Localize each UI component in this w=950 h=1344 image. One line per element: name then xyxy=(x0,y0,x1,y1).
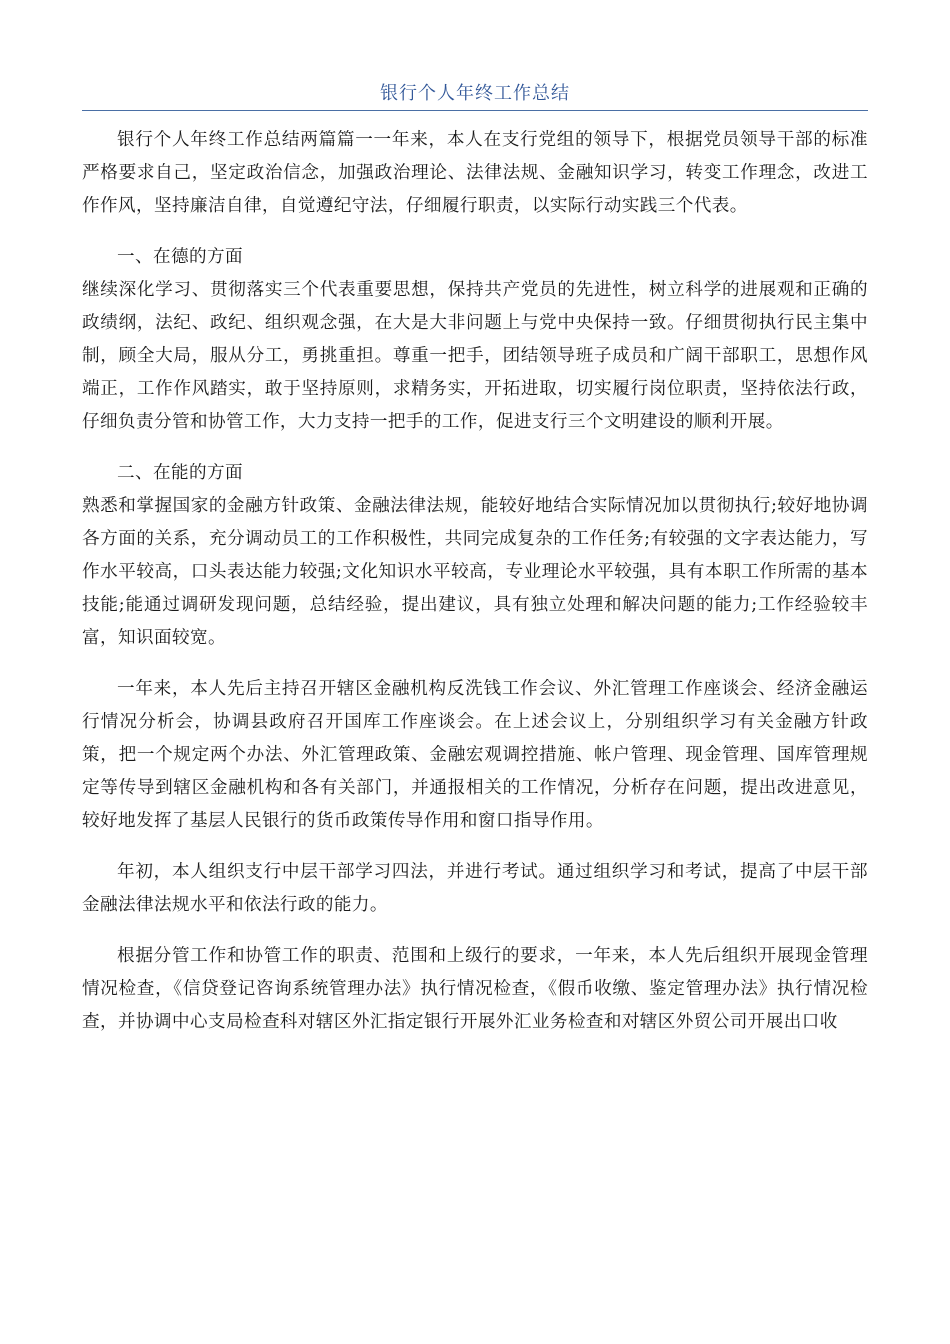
inspection-paragraph: 根据分管工作和协管工作的职责、范围和上级行的要求，一年来，本人先后组织开展现金管理情况检查，《信贷登记咨询系统管理办法》执行情况检查，《假币收缴、鉴定管理办法》执行情况检查，并协调中心支局检查科对辖区外汇指定银行开展外汇业务检查和对辖区外贸公司开展出口收 xyxy=(82,946,868,1032)
de-paragraph: 继续深化学习、贯彻落实三个代表重要思想，保持共产党员的先进性，树立科学的进展观和正确的政绩纲，法纪、政纪、组织观念强，在大是大非问题上与党中央保持一致。仔细贯彻执行民主集中制，顾全大局，服从分工，勇挑重担。尊重一把手，团结领导班子成员和广阔干部职工，思想作风端正，工作作风踏实，敢于坚持原则，求精务实，开拓进取，切实履行岗位职责，坚持依法行政，仔细负责分管和协管工作，大力支持一把手的工作，促进支行三个文明建设的顺利开展。 xyxy=(82,280,868,432)
document-body xyxy=(82,124,868,1039)
section-heading-neng: 二、在能的方面 xyxy=(117,463,243,483)
neng-paragraph: 熟悉和掌握国家的金融方针政策、金融法律法规，能较好地结合实际情况加以贯彻执行;较好地协调各方面的关系，充分调动员工的工作积极性，共同完成复杂的工作任务;有较强的文字表达能力，写作水平较高，口头表达能力较强;文化知识水平较高，专业理论水平较强，具有本职工作所需的基本技能;能通过调研发现问题，总结经验，提出建议，具有独立处理和解决问题的能力;工作经验较丰富，知识面较宽。 xyxy=(82,496,868,648)
intro-paragraph: 银行个人年终工作总结两篇篇一一年来，本人在支行党组的领导下，根据党员领导干部的标准严格要求自己，坚定政治信念，加强政治理论、法律法规、金融知识学习，转变工作理念，改进工作作风，坚持廉洁自律，自觉遵纪守法，仔细履行职责，以实际行动实践三个代表。 xyxy=(82,130,868,216)
training-paragraph: 年初，本人组织支行中层干部学习四法，并进行考试。通过组织学习和考试，提高了中层干部金融法律法规水平和依法行政的能力。 xyxy=(82,862,868,915)
meetings-paragraph: 一年来，本人先后主持召开辖区金融机构反洗钱工作会议、外汇管理工作座谈会、经济金融运行情况分析会，协调县政府召开国库工作座谈会。在上述会议上，分别组织学习有关金融方针政策，把一个规定两个办法、外汇管理政策、金融宏观调控措施、帐户管理、现金管理、国库管理规定等传导到辖区金融机构和各有关部门，并通报相关的工作情况，分析存在问题，提出改进意见，较好地发挥了基层人民银行的货币政策传导作用和窗口指导作用。 xyxy=(82,679,868,831)
document-header xyxy=(82,80,868,111)
section-heading-de: 一、在德的方面 xyxy=(117,247,243,267)
document-title: 银行个人年终工作总结 xyxy=(380,83,570,104)
